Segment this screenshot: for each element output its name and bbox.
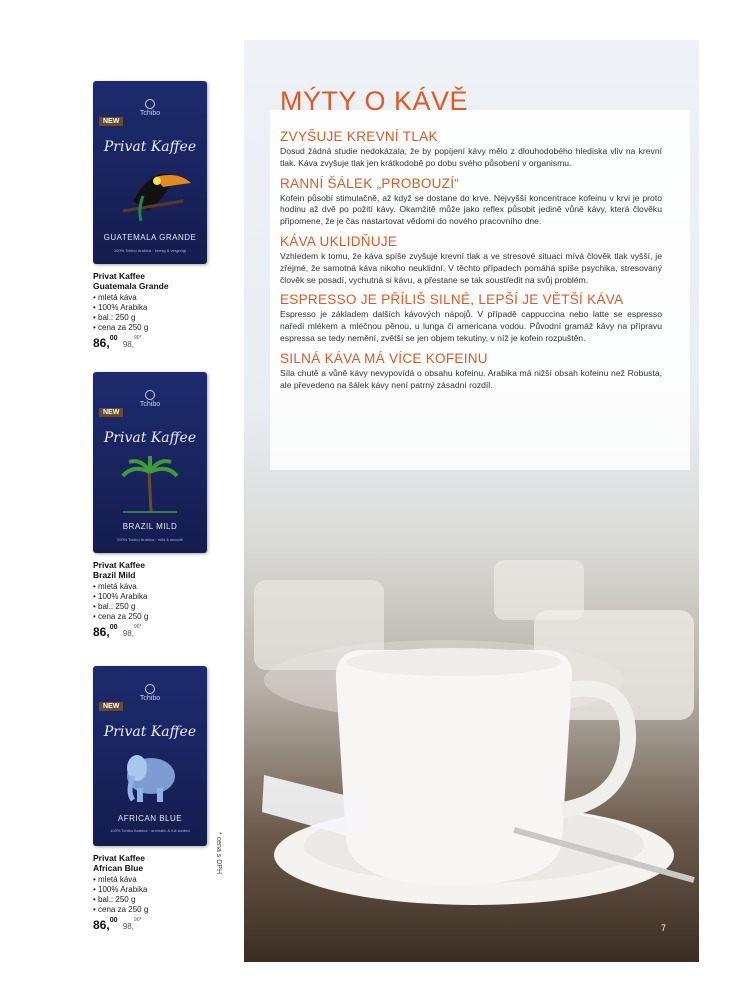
spec-item: • cena za 250 g: [93, 905, 233, 915]
spec-item: • mletá káva: [93, 293, 233, 303]
pack-description: 100% Tchibo Arabica · aromatic & full-bodied: [110, 828, 190, 833]
pack-variety: GUATEMALA GRANDE: [103, 233, 197, 242]
section-text: Síla chutě a vůně kávy nevypovídá o obsahu kofeinu. Arabika má nižší obsah kofeinu než Robusta, ale převedeno na šálek kávy není patrný zásadní rozdíl.: [280, 367, 662, 390]
spec-item: • 100% Arabika: [93, 885, 233, 895]
pack-brand: Privat Kaffee: [103, 139, 197, 155]
tchibo-logo: Tchibo: [93, 390, 207, 408]
pack-brand: Privat Kaffee: [103, 430, 197, 446]
spec-item: • mletá káva: [93, 582, 233, 592]
product-price: 86,00 98,$^{90*}$: [93, 335, 142, 350]
section-text: Vzhledem k tomu, že káva spíše zvyšuje krevní tlak a ve stresové situaci mívá člověk tlak vyšší, je zřejmé, že samotná káva nikoho neuklidní. V těchto případech pomáhá spíše psychika, stresovaný člověk se posadí, vychutná si kávu, a přestane se tak soustředit na svůj problém.: [280, 250, 662, 285]
pack-variety: BRAZIL MILD: [122, 522, 178, 531]
product-name: Privat Kaffee Guatemala Grande: [93, 271, 169, 291]
spec-item: • bal.: 250 g: [93, 602, 233, 612]
section-text: Kofein působí stimulačně, až když se dostane do krve. Nejvyšší koncentrace kofeinu v krvi je proto hodinu až dvě po požití kávy. Okamžitě může jako reflex působit jedině vůně kávy, která člověku připomene, že je čas nastartovat vědomí do nového pracovního dne.: [280, 192, 662, 227]
section-text: Espresso je základem dalších kávových nápojů. V případě cappuccina nebo latte se espresso naředí mlékem a mléčnou pěnou, u lunga či americana vodou. Původní gramáž kávy na přípravu espressa se tedy nemění, zvětší se jen objem tekutiny, v níž je kofein rozpuštěn.: [280, 309, 662, 343]
product-specs: [93, 582, 233, 622]
section-heading: ZVYŠUJE KREVNÍ TLAK: [280, 129, 438, 144]
new-badge: NEW: [99, 408, 123, 417]
old-price: 98,$^{90*}$: [122, 624, 142, 638]
pack-brand: Privat Kaffee: [103, 724, 197, 740]
coffee-pack-image: [93, 372, 207, 553]
vat-footnote: * cena s DPH: [215, 832, 222, 875]
spec-item: • bal.: 250 g: [93, 895, 233, 905]
tchibo-logo: Tchibo: [93, 684, 207, 702]
product-african-blue: [93, 666, 233, 932]
product-price: 86,00 98,$^{90*}$: [93, 917, 142, 932]
article-title: MÝTY O KÁVĚ: [280, 86, 469, 116]
new-badge: NEW: [99, 117, 123, 126]
product-price: 86,00 98,$^{90*}$: [93, 624, 142, 639]
pack-description: 100% Tchibo Arabica · kernig & vergnügt: [113, 248, 187, 253]
tchibo-logo: Tchibo: [93, 99, 207, 117]
product-guatemala-grande: [93, 81, 233, 350]
page-number: 7: [661, 923, 667, 933]
product-specs: [93, 293, 233, 333]
old-price: 98,$^{90*}$: [122, 335, 142, 349]
article: [280, 86, 662, 391]
spec-item: • mletá káva: [93, 875, 233, 885]
spec-item: • 100% Arabika: [93, 303, 233, 313]
product-specs: [93, 875, 233, 915]
pack-description: 100% Tchibo Arabica · mild & smooth: [116, 537, 184, 542]
spec-item: • cena za 250 g: [93, 612, 233, 622]
new-badge: NEW: [99, 702, 123, 711]
section-heading: RANNÍ ŠÁLEK „PROBOUZÍ“: [280, 175, 460, 191]
product-name: Privat Kaffee African Blue: [93, 853, 145, 873]
section-heading: KÁVA UKLIDŇUJE: [280, 233, 398, 249]
product-name: Privat Kaffee Brazil Mild: [93, 560, 145, 580]
spec-item: • cena za 250 g: [93, 323, 233, 333]
pack-variety: AFRICAN BLUE: [117, 814, 183, 823]
section-heading: ESPRESSO JE PŘÍLIŠ SILNÉ, LEPŠÍ JE VĚTŠÍ KÁVA: [280, 292, 624, 308]
spec-item: • 100% Arabika: [93, 592, 233, 602]
spec-item: • bal.: 250 g: [93, 313, 233, 323]
coffee-pack-image: [93, 81, 207, 264]
product-brazil-mild: [93, 372, 233, 639]
section-text: Dosud žádná studie nedokázala, že by popíjení kávy mělo z dlouhodobého hlediska vliv na krevní tlak. Káva zvyšuje tlak jen krátkodobě po dobu svého působení v organismu.: [280, 146, 662, 168]
old-price: 98,$^{90*}$: [122, 917, 142, 931]
coffee-pack-image: [93, 666, 207, 846]
section-heading: SILNÁ KÁVA MÁ VÍCE KOFEINU: [280, 350, 488, 366]
